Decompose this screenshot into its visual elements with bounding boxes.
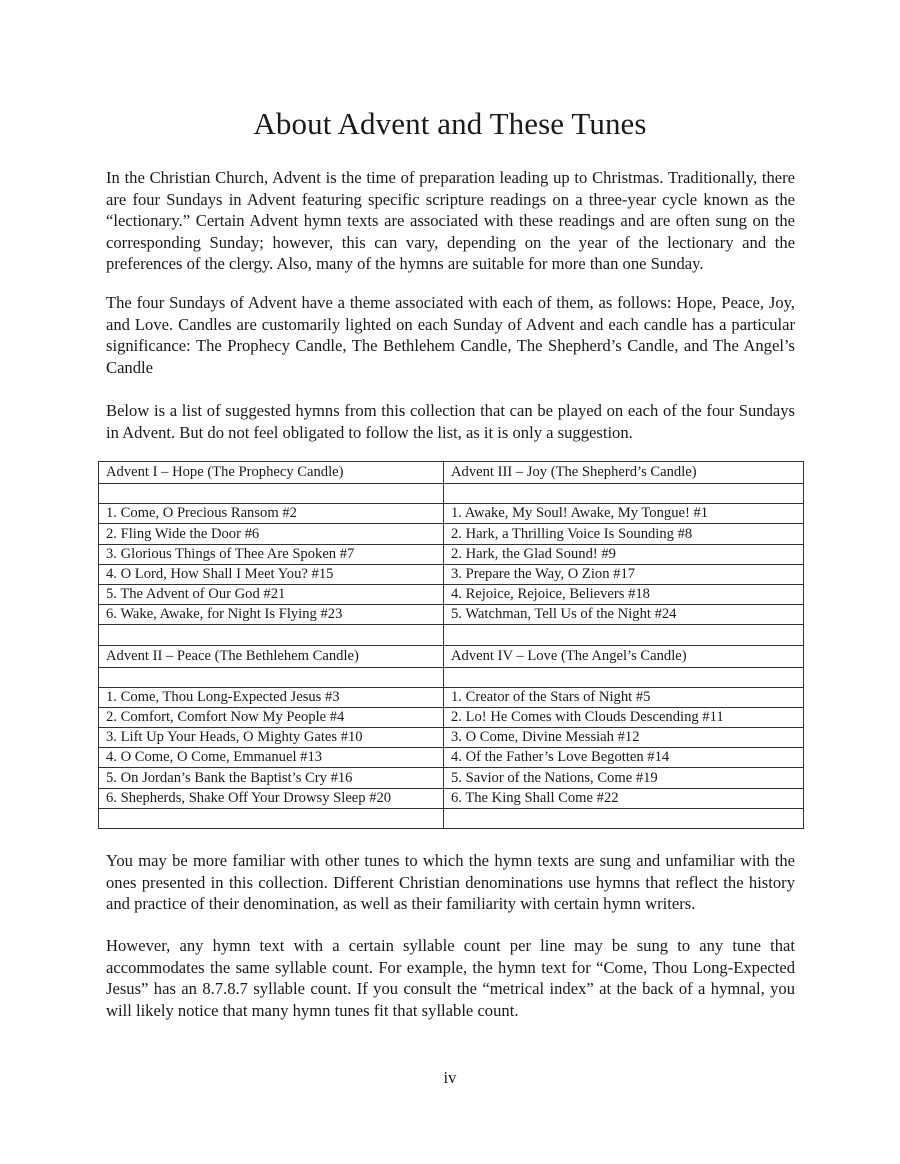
hymn-cell: 3. O Come, Divine Messiah #12 <box>444 728 804 748</box>
empty-cell <box>99 808 444 828</box>
table-row <box>99 584 804 604</box>
table-row <box>99 605 804 625</box>
empty-cell <box>99 625 444 645</box>
hymn-cell: 4. O Lord, How Shall I Meet You? #15 <box>99 564 444 584</box>
hymn-cell: 2. Lo! He Comes with Clouds Descending #11 <box>444 707 804 727</box>
page-number: iv <box>443 1068 457 1087</box>
empty-cell <box>99 667 444 687</box>
hymn-cell: 1. Come, O Precious Ransom #2 <box>99 504 444 524</box>
hymn-cell: 6. The King Shall Come #22 <box>444 788 804 808</box>
hymn-cell: 4. O Come, O Come, Emmanuel #13 <box>99 748 444 768</box>
hymn-cell: 5. Savior of the Nations, Come #19 <box>444 768 804 788</box>
table-row <box>99 544 804 564</box>
hymn-cell: 2. Comfort, Comfort Now My People #4 <box>99 707 444 727</box>
intro-paragraph-1: In the Christian Church, Advent is the time of preparation leading up to Christmas. Traditionally, there are four Sundays in Advent featuring specific scripture readings on a three-year cycle known as the “lectionary.” Certain Advent hymn texts are associated with these readings and are often sung on the corresponding Sunday; however, this can vary, depending on the year of the lectionary and the preferences of the clergy. Also, many of the hymns are suitable for more than one Sunday. <box>106 168 795 274</box>
intro-paragraph-3: Below is a list of suggested hymns from this collection that can be played on each of the four Sundays in Advent. But do not feel obligated to follow the list, as it is only a suggestion. <box>106 401 795 442</box>
empty-cell <box>444 808 804 828</box>
hymn-cell: 2. Fling Wide the Door #6 <box>99 524 444 544</box>
empty-cell <box>99 484 444 504</box>
table-row <box>99 564 804 584</box>
table-row <box>99 625 804 645</box>
advent-1-heading: Advent I – Hope (The Prophecy Candle) <box>99 462 444 484</box>
closing-paragraph-2: However, any hymn text with a certain syllable count per line may be sung to any tune that accommodates the same syllable count. For example, the hymn text for “Come, Thou Long-Expected Jesus” has an 8.7.8.7 syllable count. If you consult the “metrical index” at the back of a hymnal, you will likely notice that many hymn tunes fit that syllable count. <box>106 936 795 1020</box>
table-row <box>99 788 804 808</box>
empty-cell <box>444 625 804 645</box>
hymn-cell: 3. Glorious Things of Thee Are Spoken #7 <box>99 544 444 564</box>
hymn-cell: 5. Watchman, Tell Us of the Night #24 <box>444 605 804 625</box>
hymn-cell: 3. Prepare the Way, O Zion #17 <box>444 564 804 584</box>
table-row <box>99 645 804 667</box>
empty-cell <box>444 667 804 687</box>
closing-paragraph-1: You may be more familiar with other tunes to which the hymn texts are sung and unfamiliar with the ones presented in this collection. Different Christian denominations use hymns that reflect the history and practice of their denomination, as well as their familiarity with certain hymn writers. <box>106 851 795 914</box>
table-row <box>99 524 804 544</box>
table-row <box>99 462 804 484</box>
table-row <box>99 748 804 768</box>
hymn-table <box>98 461 804 829</box>
table-row <box>99 687 804 707</box>
hymn-cell: 4. Of the Father’s Love Begotten #14 <box>444 748 804 768</box>
table-row <box>99 707 804 727</box>
hymn-cell: 1. Creator of the Stars of Night #5 <box>444 687 804 707</box>
table-row <box>99 667 804 687</box>
table-row <box>99 504 804 524</box>
table-row <box>99 484 804 504</box>
advent-4-heading: Advent IV – Love (The Angel’s Candle) <box>444 645 804 667</box>
hymn-cell: 2. Hark, the Glad Sound! #9 <box>444 544 804 564</box>
advent-2-heading: Advent II – Peace (The Bethlehem Candle) <box>99 645 444 667</box>
hymn-cell: 5. The Advent of Our God #21 <box>99 584 444 604</box>
hymn-cell: 4. Rejoice, Rejoice, Believers #18 <box>444 584 804 604</box>
hymn-cell: 1. Awake, My Soul! Awake, My Tongue! #1 <box>444 504 804 524</box>
intro-paragraph-2: The four Sundays of Advent have a theme associated with each of them, as follows: Hope, Peace, Joy, and Love. Candles are customarily lighted on each Sunday of Advent and each candle has a particular significance: The Prophecy Candle, The Bethlehem Candle, The Shepherd’s Candle, and The Angel’s Candle <box>106 293 795 377</box>
hymn-cell: 2. Hark, a Thrilling Voice Is Sounding #8 <box>444 524 804 544</box>
table-row <box>99 768 804 788</box>
hymn-cell: 6. Wake, Awake, for Night Is Flying #23 <box>99 605 444 625</box>
hymn-cell: 5. On Jordan’s Bank the Baptist’s Cry #16 <box>99 768 444 788</box>
hymn-cell: 6. Shepherds, Shake Off Your Drowsy Sleep #20 <box>99 788 444 808</box>
table-row <box>99 808 804 828</box>
advent-3-heading: Advent III – Joy (The Shepherd’s Candle) <box>444 462 804 484</box>
hymn-cell: 3. Lift Up Your Heads, O Mighty Gates #10 <box>99 728 444 748</box>
hymn-cell: 1. Come, Thou Long-Expected Jesus #3 <box>99 687 444 707</box>
page-title: About Advent and These Tunes <box>253 106 647 141</box>
empty-cell <box>444 484 804 504</box>
table-row <box>99 728 804 748</box>
